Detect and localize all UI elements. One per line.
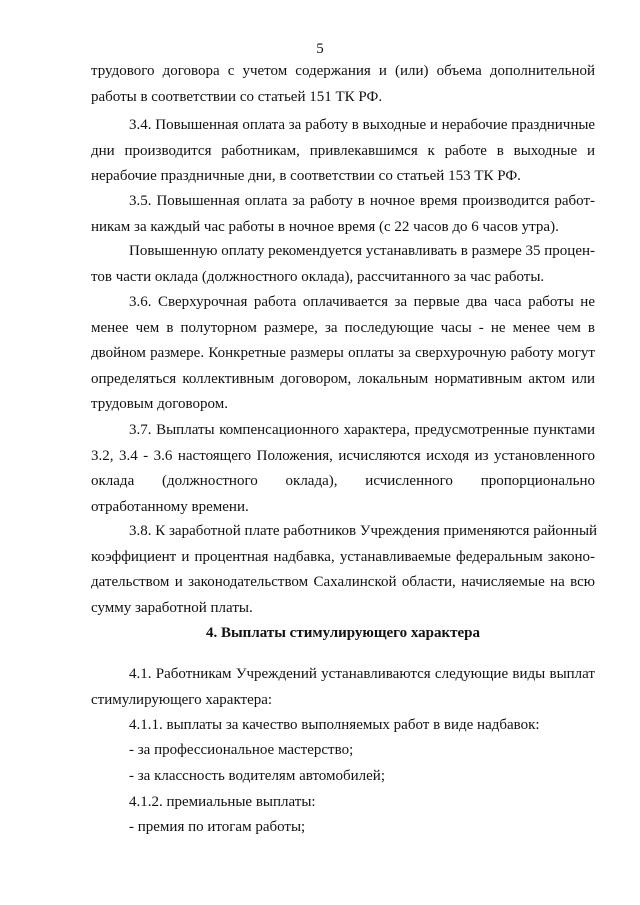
paragraph-4-1-2: [91, 790, 595, 816]
text-line: определяться коллективным договором, локальным нормативным актом или: [91, 370, 595, 387]
text-line: 3.6. Сверхурочная работа оплачивается за первые два часа работы не: [129, 294, 595, 310]
paragraph-3-4: [91, 113, 595, 190]
paragraph-4-1: [91, 662, 595, 713]
paragraph-3-8: [91, 519, 598, 621]
text-line: - за классность водителям автомобилей;: [129, 768, 386, 784]
text-line: никам за каждый час работы в ночное время (с 22 часов до 6 часов утра).: [91, 218, 559, 235]
text-line: 3.4. Повышенная оплата за работу в выходные и нерабочие праздничные: [129, 117, 596, 133]
text-line: тов части оклада (должностного оклада), рассчитанного за час работы.: [91, 268, 545, 285]
paragraph-3-6: [91, 290, 595, 418]
text-line: нерабочие праздничные дни, в соответствии со статьей 153 ТК РФ.: [91, 168, 521, 184]
text-line: - за профессиональное мастерство;: [129, 742, 354, 758]
section-heading: [91, 621, 595, 647]
text-line: отработанному времени.: [91, 498, 249, 515]
text-line: 3.5. Повышенная оплата за работу в ночное время производится работ-: [129, 193, 595, 209]
section-title: 4. Выплаты стимулирующего характера: [205, 625, 481, 641]
text-line: - премия по итогам работы;: [129, 819, 306, 835]
text-line: дни производится работникам, привлекавшимся к работе в выходные и: [91, 142, 595, 159]
text-line: двойном размере. Конкретные размеры оплаты за сверхурочную работу могут: [91, 345, 595, 361]
text-line: 4.1.1. выплаты за качество выполняемых работ в виде надбавок:: [129, 717, 540, 733]
paragraph-3-5: [91, 189, 595, 240]
text-line: стимулирующего характера:: [91, 691, 273, 708]
text-line: 4.1. Работникам Учреждений устанавливаются следующие виды выплат: [129, 666, 595, 682]
text-line: 3.8. К заработной плате работников Учреждения применяются районный: [129, 523, 598, 539]
text-line: работы в соответствии со статьей 151 ТК РФ.: [91, 88, 383, 105]
text-line: оклада (должностного оклада), исчисленного пропорционально: [91, 473, 595, 489]
text-line: трудового договора с учетом содержания и (или) объема дополнительной: [91, 63, 595, 79]
paragraph-4-1-1: [91, 713, 595, 739]
list-item: [91, 815, 595, 841]
text-line: 4.1.2. премиальные выплаты:: [129, 794, 316, 810]
page-number: 5: [316, 41, 324, 57]
text-line: 3.2, 3.4 - 3.6 настоящего Положения, исчисляются исходя из установленного: [91, 447, 595, 464]
paragraph-3-7: [91, 418, 595, 520]
text-line: коэффициент и процентная надбавка, устанавливаемые федеральным законо-: [91, 548, 595, 565]
paragraph-continuation: [91, 59, 595, 110]
text-line: менее чем в полуторном размере, за последующие часы - не менее чем в: [91, 319, 595, 336]
text-line: Повышенную оплату рекомендуется устанавливать в размере 35 процен-: [129, 243, 595, 259]
list-item: [91, 764, 595, 790]
text-line: 3.7. Выплаты компенсационного характера, предусмотренные пунктами: [129, 422, 595, 438]
text-line: сумму заработной платы.: [91, 599, 253, 616]
text-line: трудовым договором.: [91, 396, 228, 412]
paragraph-3-5-rate: [91, 239, 595, 290]
list-item: [91, 738, 595, 764]
text-line: дательством и законодательством Сахалинской области, начисляемые на всю: [91, 574, 595, 590]
